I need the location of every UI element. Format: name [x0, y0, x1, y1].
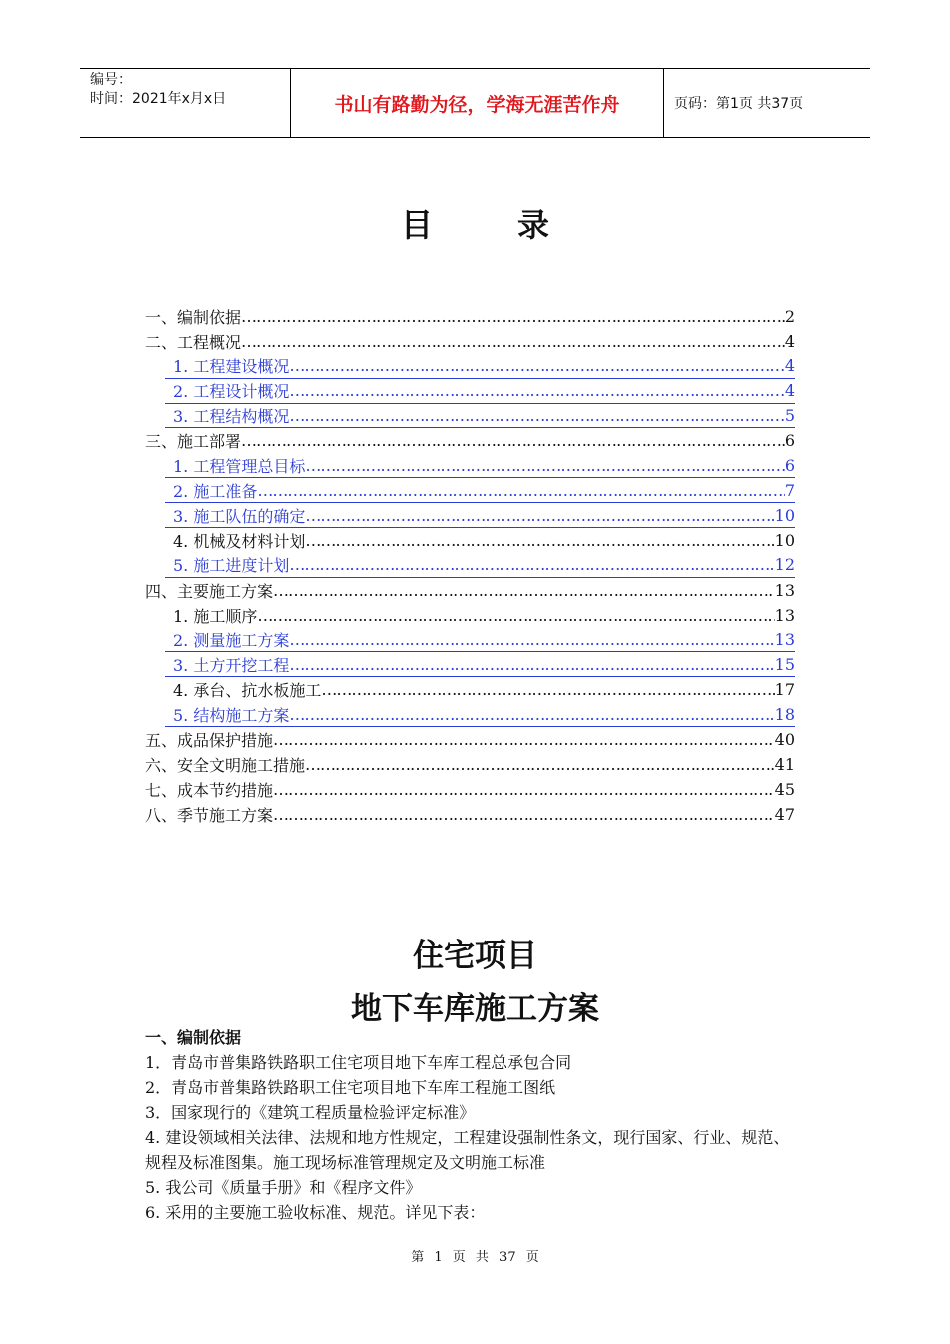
toc-entry-label: 4. 承台、抗水板施工: [173, 681, 322, 701]
toc-leader-dots: [305, 531, 774, 550]
toc-link[interactable]: [165, 453, 795, 478]
toc-entry-page: 13: [774, 605, 795, 625]
toc-entry: [145, 304, 795, 329]
paragraph: 3．国家现行的《建筑工程质量检验评定标准》: [145, 1103, 476, 1122]
toc-link[interactable]: [165, 503, 795, 528]
toc-entry: [145, 528, 795, 553]
header-motto-cell: [290, 69, 664, 137]
toc-leader-dots: [273, 581, 775, 600]
toc-leader-dots: [289, 381, 784, 400]
toc-title: 目录: [400, 206, 633, 244]
toc-entry-label: 4. 机械及材料计划: [173, 531, 306, 551]
page-footer: 第 1 页 共 37 页: [411, 1250, 539, 1265]
toc-link[interactable]: [165, 652, 795, 677]
toc-entry-label: 四、主要施工方案: [145, 581, 274, 601]
toc-leader-dots: [241, 431, 785, 450]
toc-entry-label: 2. 测量施工方案: [173, 631, 290, 651]
toc-leader-dots: [289, 406, 784, 425]
toc-entry-page: 10: [774, 505, 795, 525]
table-of-contents: [145, 304, 795, 827]
toc-entry-page: 40: [774, 730, 795, 750]
toc-entry-page: 13: [774, 630, 795, 650]
toc-link[interactable]: [165, 404, 795, 429]
toc-entry-label: 一、编制依据: [145, 307, 242, 327]
toc-entry: [145, 428, 795, 453]
toc-leader-dots: [257, 606, 774, 625]
toc-leader-dots: [289, 655, 774, 674]
toc-entry-page: 7: [784, 480, 795, 500]
toc-leader-dots: [289, 555, 774, 574]
document-title-line2: 地下车库施工方案: [351, 991, 599, 1027]
toc-leader-dots: [257, 481, 784, 500]
toc-link[interactable]: [165, 379, 795, 404]
header-page-info: 页码：第1页 共37页: [674, 96, 804, 112]
toc-entry-label: 5. 结构施工方案: [173, 705, 290, 725]
toc-entry-page: 2: [784, 306, 795, 326]
toc-entry: [145, 727, 795, 752]
toc-entry-page: 10: [774, 530, 795, 550]
toc-entry-page: 6: [784, 455, 795, 475]
time-label: 时间：2021年x月x日: [90, 91, 227, 107]
toc-entry-page: 45: [774, 779, 795, 799]
toc-leader-dots: [305, 755, 775, 774]
toc-leader-dots: [321, 680, 774, 699]
toc-entry-label: 七、成本节约措施: [145, 780, 274, 800]
toc-leader-dots: [289, 705, 774, 724]
toc-entry-page: 13: [774, 580, 795, 600]
page-header: [80, 68, 870, 138]
toc-leader-dots: [289, 630, 774, 649]
toc-entry-page: 12: [774, 555, 795, 575]
toc-leader-dots: [305, 456, 784, 475]
toc-entry-page: 4: [784, 356, 795, 376]
toc-entry-label: 2. 工程设计概况: [173, 382, 290, 402]
section-heading: 一、编制依据: [145, 1028, 242, 1047]
toc-entry-page: 5: [784, 406, 795, 425]
toc-entry-label: 3. 土方开挖工程: [173, 655, 290, 675]
toc-entry-label: 六、安全文明施工措施: [145, 755, 306, 775]
toc-entry-label: 1. 工程管理总目标: [173, 456, 306, 476]
toc-entry-label: 3. 工程结构概况: [173, 407, 290, 426]
header-page-info-cell: [664, 69, 870, 137]
toc-entry-page: 4: [784, 381, 795, 401]
toc-leader-dots: [289, 356, 784, 375]
toc-leader-dots: [273, 780, 775, 799]
header-meta: [80, 69, 290, 137]
paragraph: 2．青岛市普集路铁路职工住宅项目地下车库工程施工图纸: [145, 1078, 556, 1097]
paragraph: 6. 采用的主要施工验收标准、规范。详见下表：: [145, 1203, 486, 1222]
toc-entry: [145, 752, 795, 777]
toc-link[interactable]: [165, 354, 795, 379]
toc-leader-dots: [273, 730, 775, 749]
toc-leader-dots: [273, 805, 775, 824]
document-title-line1: 住宅项目: [413, 938, 537, 974]
paragraph: 5. 我公司《质量手册》和《程序文件》: [145, 1178, 422, 1197]
toc-entry-page: 4: [784, 331, 795, 351]
toc-entry-label: 1. 施工顺序: [173, 606, 258, 626]
toc-entry-label: 五、成品保护措施: [145, 731, 274, 751]
toc-entry-label: 二、工程概况: [145, 332, 242, 352]
toc-entry-label: 2. 施工准备: [173, 481, 258, 501]
toc-entry: [145, 777, 795, 802]
toc-entry-page: 41: [774, 754, 795, 774]
toc-entry: [145, 802, 795, 827]
toc-link[interactable]: [165, 553, 795, 578]
toc-link[interactable]: [165, 702, 795, 727]
paragraph: 4. 建设领域相关法律、法规和地方性规定，工程建设强制性条文，现行国家、行业、规范、规程及标准图集。施工现场标准管理规定及文明施工标准: [145, 1128, 790, 1172]
toc-entry-label: 3. 施工队伍的确定: [173, 506, 306, 526]
toc-entry-label: 三、施工部署: [145, 432, 242, 452]
number-label: 编号：: [90, 72, 132, 88]
toc-entry: [145, 677, 795, 702]
paragraph: 1．青岛市普集路铁路职工住宅项目地下车库工程总承包合同: [145, 1053, 572, 1072]
toc-entry: [145, 329, 795, 354]
toc-entry-page: 6: [784, 431, 795, 451]
toc-entry-page: 18: [774, 704, 795, 724]
toc-leader-dots: [241, 332, 785, 351]
toc-entry-label: 八、季节施工方案: [145, 805, 274, 825]
toc-entry-page: 15: [774, 654, 795, 674]
toc-entry-label: 1. 工程建设概况: [173, 357, 290, 377]
toc-entry-page: 47: [774, 804, 795, 824]
toc-leader-dots: [305, 506, 774, 525]
toc-link[interactable]: [165, 628, 795, 653]
header-motto: 书山有路勤为径，学海无涯苦作舟: [334, 93, 620, 116]
document-body: [145, 1025, 805, 1225]
toc-entry-page: 17: [774, 680, 795, 700]
toc-link[interactable]: [165, 478, 795, 503]
toc-entry-label: 5. 施工进度计划: [173, 556, 290, 576]
toc-leader-dots: [241, 307, 785, 326]
toc-entry: [145, 578, 795, 603]
toc-entry: [145, 603, 795, 628]
